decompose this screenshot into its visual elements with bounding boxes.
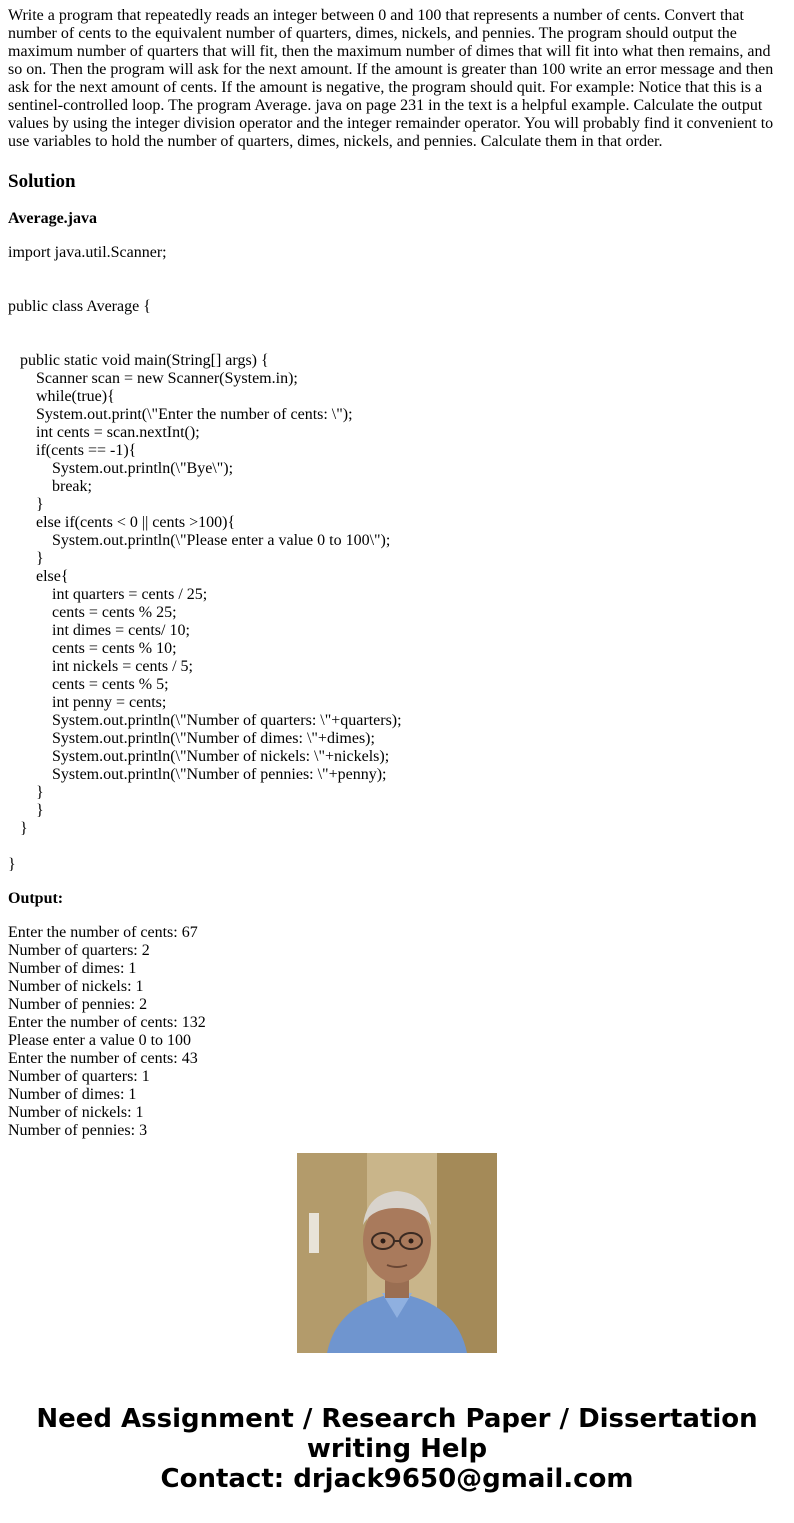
output-line: Enter the number of cents: 132 [8,1014,206,1031]
output-line: Number of dimes: 1 [8,960,137,977]
code-line: int penny = cents; [8,694,167,711]
code-line: int cents = scan.nextInt(); [8,424,200,441]
code-line: System.out.println(\"Number of nickels: \"+nickels); [8,748,390,765]
code-line: if(cents == -1){ [8,442,137,459]
code-line [8,838,786,856]
code-line: } [8,550,44,567]
footer-line-2: writing Help [306,1434,488,1464]
code-line: System.out.println(\"Number of dimes: \"+dimes); [8,730,375,747]
output-heading: Output: [8,890,64,907]
output-line: Number of dimes: 1 [8,1086,137,1103]
code-line: Scanner scan = new Scanner(System.in); [8,370,298,387]
output-line: Number of nickels: 1 [8,978,144,995]
code-line: break; [8,478,92,495]
code-line [8,334,786,352]
code-line: public class Average { [8,298,151,315]
code-line: else if(cents < 0 || cents >100){ [8,514,236,531]
code-line: } [8,856,16,873]
code-line: else{ [8,568,69,585]
output-line: Enter the number of cents: 67 [8,924,198,941]
footer-banner [0,1404,794,1494]
code-line: int dimes = cents/ 10; [8,622,190,639]
output-line: Enter the number of cents: 43 [8,1050,198,1067]
document-content [8,7,786,1139]
code-line [8,280,786,298]
output-line: Number of pennies: 2 [8,996,148,1013]
code-line: System.out.println(\"Bye\"); [8,460,234,477]
file-name-heading: Average.java [8,210,97,227]
author-photo [297,1153,497,1353]
code-line: int quarters = cents / 25; [8,586,208,603]
code-block [8,244,786,874]
code-line: System.out.println(\"Please enter a value 0 to 100\"); [8,532,391,549]
author-photo-image [297,1153,497,1353]
code-line: System.out.println(\"Number of quarters: \"+quarters); [8,712,402,729]
code-line: cents = cents % 10; [8,640,177,657]
code-line: while(true){ [8,388,115,405]
output-line: Number of pennies: 3 [8,1122,148,1139]
code-line: System.out.println(\"Number of pennies: \"+penny); [8,766,387,783]
code-line: cents = cents % 25; [8,604,177,621]
code-line: } [8,496,44,513]
output-block [8,924,786,1140]
code-line: import java.util.Scanner; [8,244,167,261]
code-line: int nickels = cents / 5; [8,658,193,675]
output-line: Please enter a value 0 to 100 [8,1032,192,1049]
code-line [8,262,786,280]
output-line: Number of nickels: 1 [8,1104,144,1121]
question-text: Write a program that repeatedly reads an integer between 0 and 100 that represents a number of cents. Convert that number of cents to the equivalent number of quarters, dimes, nickels, and pennies. The program should output the maximum number of quarters that will fit, then the maximum number of dimes that will fit into what then remains, and so on. Then the program will ask for the next amount. If the amount is greater than 100 write an error message and then ask for the next amount of cents. If the amount is negative, the program should quit. For example: Notice that this is a sentinel-controlled loop. The program Average. java on page 231 in the text is a helpful example. Calculate the output values by using the integer division operator and the integer remainder operator. You will probably find it convenient to use variables to hold the number of quarters, dimes, nickels, and pennies. Calculate them in that order. [8,7,774,150]
output-line: Number of quarters: 1 [8,1068,150,1085]
footer-line-1: Need Assignment / Research Paper / Dissertation [36,1404,758,1434]
code-line: System.out.print(\"Enter the number of cents: \"); [8,406,353,423]
output-line: Number of quarters: 2 [8,942,150,959]
code-line: cents = cents % 5; [8,676,169,693]
code-line: } [8,820,28,837]
code-line: } [8,784,44,801]
footer-contact: Contact: drjack9650@gmail.com [160,1464,634,1494]
code-line: } [8,802,44,819]
code-line [8,316,786,334]
solution-heading: Solution [8,171,76,192]
code-line: public static void main(String[] args) { [8,352,269,369]
